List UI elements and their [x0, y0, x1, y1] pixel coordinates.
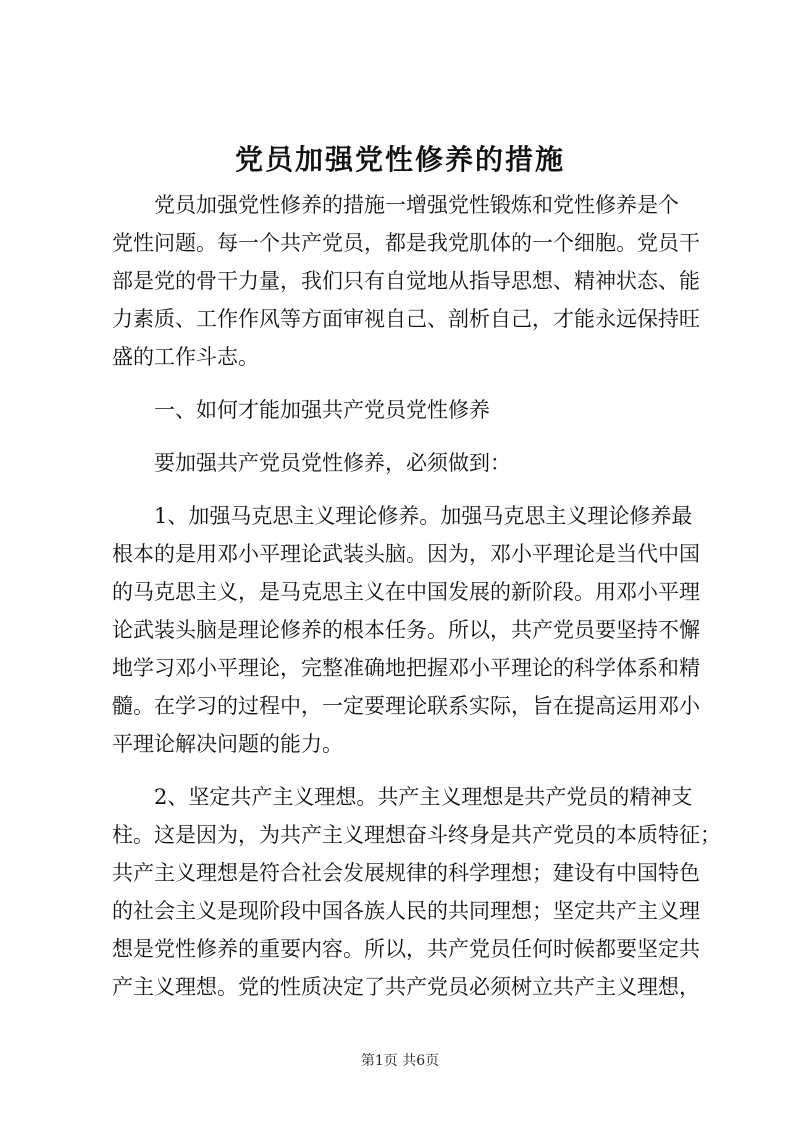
paragraph-requirement: [112, 444, 690, 482]
text-line: 盛的工作斗志。: [112, 345, 259, 369]
text-line: 要加强共产党员党性修养，必须做到：: [154, 451, 511, 475]
text-line: 想是党性修养的重要内容。所以，共产党员任何时候都要坚定共: [112, 937, 700, 961]
text-line: 1、加强马克思主义理论修养。加强马克思主义理论修养最: [154, 504, 693, 528]
text-line: 党性问题。每一个共产党员，都是我党肌体的一个细胞。党员干: [112, 231, 700, 255]
paragraph-item-2: [112, 778, 721, 1006]
document-body: [112, 186, 721, 1006]
text-line: 柱。这是因为，为共产主义理想奋斗终身是共产党员的本质特征；: [112, 823, 721, 847]
text-line: 一、如何才能加强共产党员党性修养: [154, 398, 490, 422]
text-line: 根本的是用邓小平理论武装头脑。因为，邓小平理论是当代中国: [112, 542, 700, 566]
text-line: 党员加强党性修养的措施一增强党性锻炼和党性修养是个: [154, 193, 679, 217]
text-line: 部是党的骨干力量，我们只有自觉地从指导思想、精神状态、能: [112, 269, 700, 293]
text-line: 髓。在学习的过程中，一定要理论联系实际，旨在提高运用邓小: [112, 694, 700, 718]
page-number-footer: 第1页 共6页: [360, 1053, 440, 1069]
text-line: 力素质、工作作风等方面审视自己、剖析自己，才能永远保持旺: [112, 307, 700, 331]
section-heading: [112, 391, 690, 429]
text-line: 的社会主义是现阶段中国各族人民的共同理想；坚定共产主义理: [112, 899, 700, 923]
text-line: 2、坚定共产主义理想。共产主义理想是共产党员的精神支: [154, 785, 693, 809]
text-line: 论武装头脑是理论修养的根本任务。所以，共产党员要坚持不懈: [112, 618, 700, 642]
paragraph-intro: [112, 186, 700, 376]
text-line: 地学习邓小平理论，完整准确地把握邓小平理论的科学体系和精: [112, 656, 700, 680]
text-line: 平理论解决问题的能力。: [112, 732, 343, 756]
text-line: 共产主义理想是符合社会发展规律的科学理想；建设有中国特色: [112, 861, 700, 885]
paragraph-item-1: [112, 497, 700, 763]
text-line: 的马克思主义，是马克思主义在中国发展的新阶段。用邓小平理: [112, 580, 700, 604]
document-title: 党员加强党性修养的措施: [234, 143, 565, 176]
text-line: 产主义理想。党的性质决定了共产党员必须树立共产主义理想，: [112, 975, 700, 999]
